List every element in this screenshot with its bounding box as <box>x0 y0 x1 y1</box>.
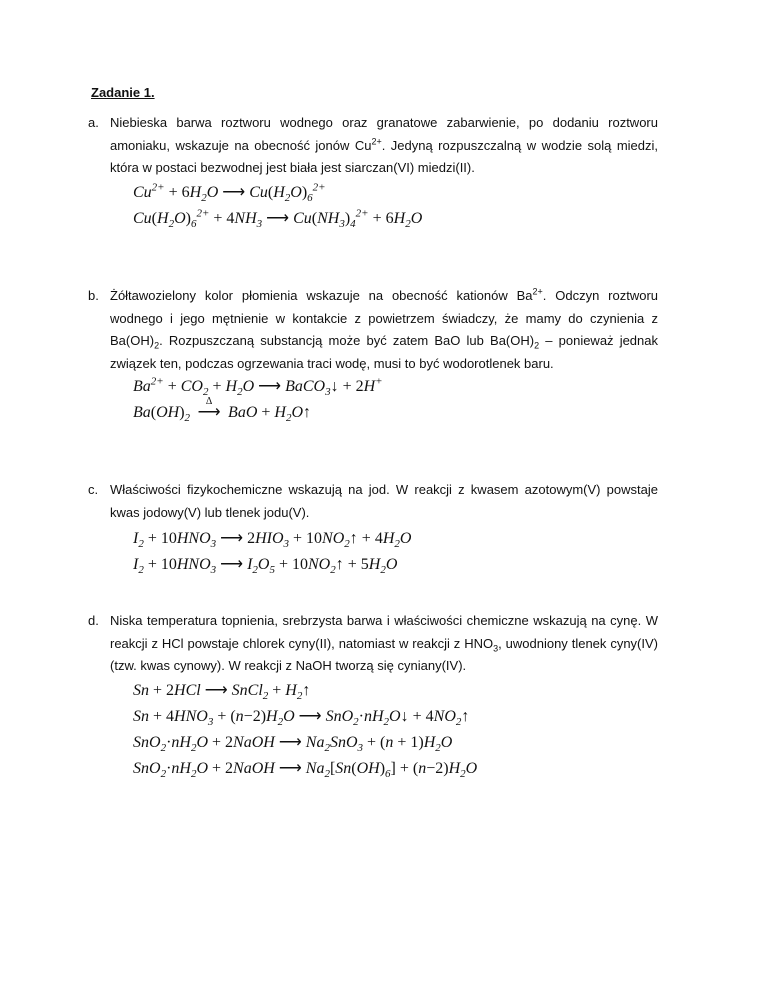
section-text: Niebieska barwa roztworu wodnego oraz granatowe zabarwienie, po dodaniu roztworu amoniaku, wskazuje na obecność jonów $Cu^{2+}$. Jedyną rozpuszczalną w wodzie solą miedzi, która w postaci bezwodnej jest biała jest siarczan(VI) miedzi(II). <box>110 115 658 175</box>
section-text: Żółtawozielony kolor płomienia wskazuje na obecność kationów $Ba^{2+}$. Odczyn roztworu wodnego i jego mętnienie w kontakcie z powietrzem świadczy, że mamy do czynienia z $Ba(OH)_2$. Rozpuszczaną substancją może być zatem BaO lub $Ba(OH)_2$ – ponieważ jednak związek ten, podczas ogrzewania traci wodę, musi to być wodorotlenek baru. <box>110 286 659 371</box>
section-d <box>88 610 659 678</box>
equations-b <box>133 374 383 426</box>
section-text: Właściwości fizykochemiczne wskazują na jod. W reakcji z kwasem azotowym(V) powstaje kwas jodowy(V) lub tlenek jodu(V). <box>110 482 658 520</box>
section-letter: b. <box>88 288 99 303</box>
equation: $Sn + 4HNO_3 + (n-2)H_2O$ ⟶ $SnO_2\cdot nH_2O↓$ + $4NO_2↑$ <box>133 708 470 729</box>
section-letter: c. <box>88 482 99 497</box>
equation: $Ba(OH)_2$ Δ ⟶ BaO + $H_2O↑$ <box>133 396 312 425</box>
equation: $SnO_2\cdot nH_2O$ + 2NaOH ⟶ $Na_2[Sn(OH)_6] + (n-2)H_2O$ <box>133 760 478 781</box>
equation: $I_2 + 10HNO_3$ ⟶ $2HIO_3$ + $10NO_2↑ + 4H_2O$ <box>133 530 412 551</box>
equation: $Cu(H_2O)_6^{2+} + 4NH_3$ ⟶ $Cu(NH_3)_4^{2+} + 6H_2O$ <box>133 207 423 231</box>
equation: $Ba^{2+} + CO_2 + H_2O$ ⟶ BaCO$_3$↓ + 2H+ <box>133 375 383 399</box>
section-text: Niska temperatura topnienia, srebrzysta barwa i właściwości chemiczne wskazują na cynę. W reakcji z HCl powstaje chlorek cyny(II), natomiast w reakcji z $HNO_3$, uwodniony tlenek cyny(IV) (tzw. kwas cynowy). W reakcji z NaOH tworzą się cyniany(IV). <box>110 613 659 673</box>
equation: $SnO_2\cdot nH_2O$ + 2NaOH ⟶ $Na_2SnO_3 + (n + 1)H_2O$ <box>133 734 453 755</box>
equation: $I_2 + 10HNO_3$ ⟶ $I_2O_5$ + $10NO_2↑ + 5H_2O$ <box>133 556 398 577</box>
task-heading: Zadanie 1. <box>91 85 155 100</box>
section-a <box>88 112 658 180</box>
section-letter: d. <box>88 613 99 628</box>
equations-d <box>133 678 477 782</box>
equations-a <box>133 180 422 232</box>
section-letter: a. <box>88 115 99 130</box>
equation: Sn + 2HCl ⟶ SnCl$_2$ + $H_2↑$ <box>133 682 311 703</box>
section-b <box>88 285 659 375</box>
equation: $Cu^{2+} + 6H_2O$ ⟶ $Cu(H_2O)_6^{2+}$ <box>133 181 326 205</box>
section-c <box>88 479 658 524</box>
equations-c <box>133 526 411 578</box>
